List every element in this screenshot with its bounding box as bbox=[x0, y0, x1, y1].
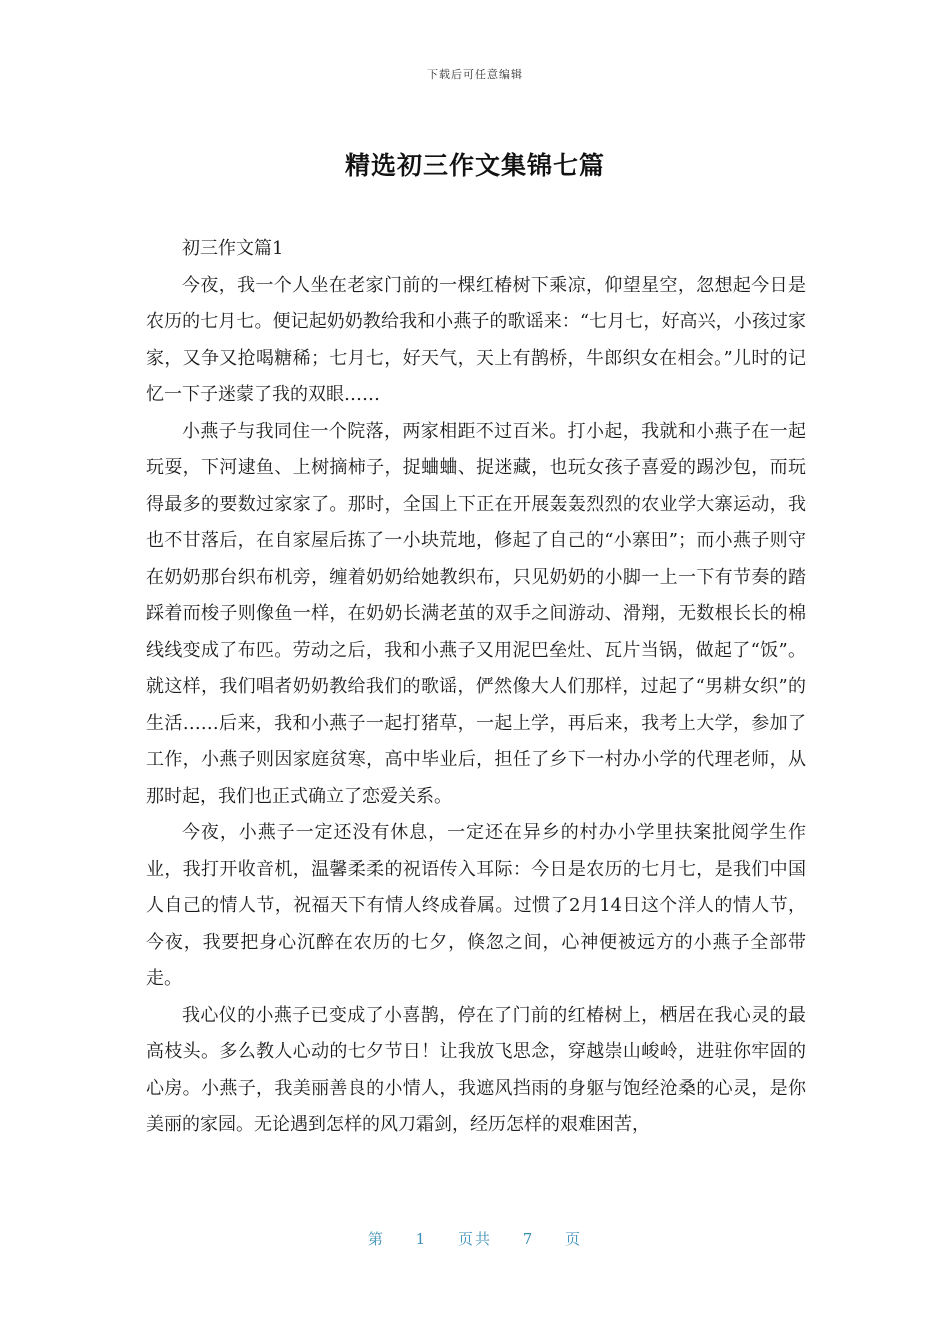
document-title: 精选初三作文集锦七篇 bbox=[344, 151, 605, 180]
page-total: 7 bbox=[522, 1230, 535, 1248]
page-footer bbox=[0, 1228, 950, 1249]
page-label-prefix: 第 bbox=[367, 1230, 385, 1248]
document-body bbox=[146, 231, 806, 1144]
paragraph: 今夜，小燕子一定还没有休息，一定还在异乡的村办小学里扶案批阅学生作业，我打开收音机，温馨柔柔的祝语传入耳际：今日是农历的七月七，是我们中国人自己的情人节，祝福天下有情人终成眷属。过惯了2月14日这个洋人的情人节，今夜，我要把身心沉醉在农历的七夕，倏忽之间，心神便被远方的小燕子全部带走。 bbox=[146, 822, 806, 989]
page-label-middle: 页共 bbox=[457, 1230, 492, 1248]
header-note: 下载后可任意编辑 bbox=[427, 68, 523, 81]
page-current: 1 bbox=[415, 1230, 428, 1248]
paragraph: 我心仪的小燕子已变成了小喜鹊，停在了门前的红椿树上，栖居在我心灵的最高枝头。多么教人心动的七夕节日！让我放飞思念，穿越崇山峻岭，进驻你牢固的心房。小燕子，我美丽善良的小情人，我遮风挡雨的身躯与饱经沧桑的心灵，是你美丽的家园。无论遇到怎样的风刀霜剑，经历怎样的艰难困苦， bbox=[146, 1004, 806, 1135]
section-heading: 初三作文篇1 bbox=[182, 238, 284, 259]
page-label-suffix: 页 bbox=[565, 1230, 583, 1248]
paragraph: 今夜，我一个人坐在老家门前的一棵红椿树下乘凉，仰望星空，忽想起今日是农历的七月七。便记起奶奶教给我和小燕子的歌谣来：“七月七，好高兴，小孩过家家，又争又抢喝糖稀；七月七，好天气，天上有鹊桥，牛郎织女在相会。”儿时的记忆一下子迷蒙了我的双眼…… bbox=[146, 274, 806, 405]
paragraph: 小燕子与我同住一个院落，两家相距不过百米。打小起，我就和小燕子在一起玩耍，下河逮鱼、上树摘柿子，捉蛐蛐、捉迷藏，也玩女孩子喜爱的踢沙包，而玩得最多的要数过家家了。那时，全国上下正在开展轰轰烈烈的农业学大寨运动，我也不甘落后，在自家屋后拣了一小块荒地，修起了自己的“小寨田”；而小燕子则守在奶奶那台织布机旁，缠着奶奶给她教织布，只见奶奶的小脚一上一下有节奏的踏踩着而梭子则像鱼一样，在奶奶长满老茧的双手之间游动、滑翔，无数根长长的棉线线变成了布匹。劳动之后，我和小燕子又用泥巴垒灶、瓦片当锅，做起了“饭”。就这样，我们唱者奶奶教给我们的歌谣，俨然像大人们那样，过起了“男耕女织”的生活……后来，我和小燕子一起打猪草，一起上学，再后来，我考上大学，参加了工作，小燕子则因家庭贫寒，高中毕业后，担任了乡下一村办小学的代理老师，从那时起，我们也正式确立了恋爱关系。 bbox=[146, 420, 806, 807]
